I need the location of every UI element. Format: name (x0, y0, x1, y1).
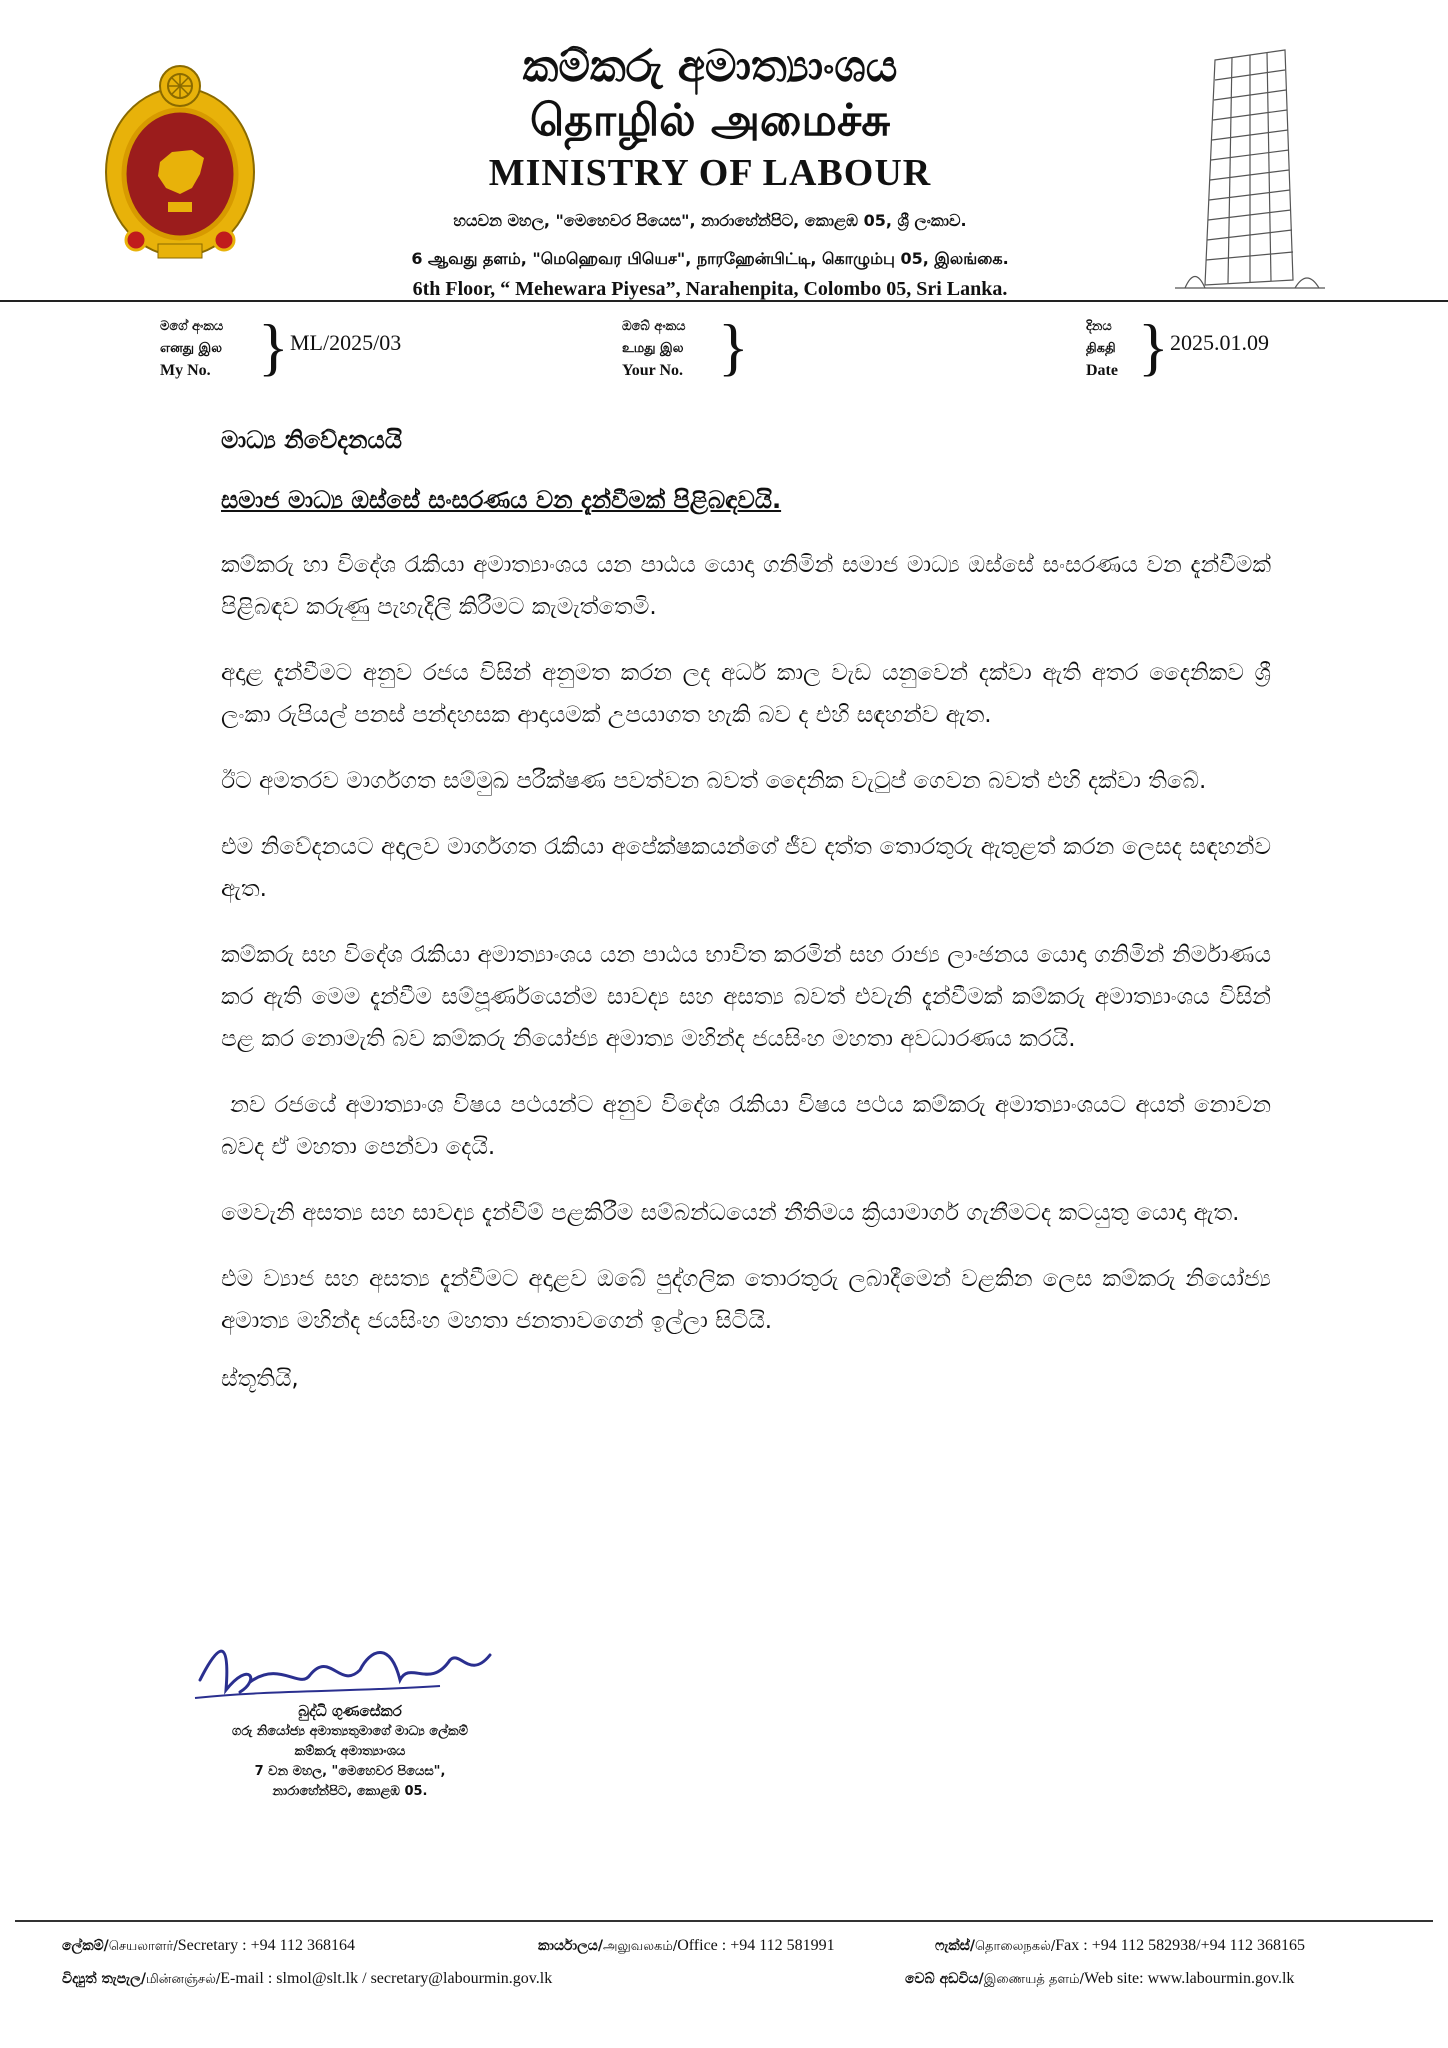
footer-office-label-si: කාර්යාලය/ (538, 1938, 603, 1954)
body-paragraph: ඊට අමතරව මාර්ගගත සම්මුඛ පරීක්ෂණ පවත්වන බවත් දෛනික වැටුප් ගෙවන බවත් එහි දක්වා තිබේ. (221, 768, 1207, 794)
footer-email (62, 1970, 552, 1988)
ref-date-labels (1086, 316, 1118, 382)
ref-date-label-ta: திகதி (1086, 341, 1116, 356)
ref-your-number-label-si: ඔබේ අංකය (622, 319, 686, 334)
footer-secretary-label-si: ලේකම්/ (62, 1938, 109, 1954)
ref-your-number-labels (622, 316, 686, 382)
footer-fax-label-si: ෆැක්ස්/ (935, 1938, 975, 1954)
footer-email-addresses[interactable]: slmol@slt.lk / secretary@labourmin.gov.lk (276, 1970, 553, 1987)
brace-icon: } (718, 311, 749, 382)
footer-website-link[interactable]: www.labourmin.gov.lk (1147, 1970, 1295, 1987)
ref-your-number (622, 311, 822, 384)
address-english: 6th Floor, “ Mehewara Piyesa”, Narahenpita, Colombo 05, Sri Lanka. (412, 278, 1008, 300)
ref-my-number (160, 311, 460, 384)
footer-office (538, 1937, 835, 1955)
footer-fax-label-en: Fax : (1055, 1937, 1092, 1954)
address-tamil: 6 ஆவது தளம், "மெஹெவர பியெச", நாரஹேன்பிட்டி, கொழும்பு 05, இலங்கை. (411, 249, 1009, 268)
handwritten-signature (190, 1620, 520, 1710)
ref-my-number-labels (160, 316, 223, 382)
closing-remark: ස්තූතියි, (221, 1366, 299, 1392)
footer-web-label-si: වෙබ් අඩවිය/ (905, 1971, 984, 1987)
footer-fax (935, 1937, 1305, 1955)
footer-office-label-ta: அலுவலகம்/ (602, 1939, 678, 1954)
footer-office-phone: +94 112 581991 (730, 1937, 835, 1954)
brace-icon: } (1138, 311, 1169, 382)
ministry-title-english: MINISTRY OF LABOUR (488, 152, 932, 194)
document-heading: මාධ්‍ය නිවේදනයයි (221, 426, 402, 454)
body-paragraph: එම නිවේදනයට අදාලව මාර්ගගත රැකියා අපේක්ෂකයන්ගේ ජීව දත්ත තොරතුරු ඇතුළත් කරන ලෙසද සඳහන්ව ඇත. (221, 834, 1271, 902)
stamp-line: නාරාහේන්පිට, කොළඹ 05. (272, 1784, 428, 1799)
footer-secretary (62, 1937, 355, 1955)
footer-office-label-en: Office : (677, 1937, 731, 1954)
sri-lanka-emblem-icon (100, 62, 260, 272)
stamp-line: කම්කරු අමාත්‍යාංශය (294, 1744, 406, 1759)
brace-icon: } (258, 311, 289, 382)
ref-my-number-label-si: මගේ අංකය (160, 319, 224, 334)
body-paragraph: අදාළ දැන්වීමට අනුව රජය විසින් අනුමත කරන ලද අර්ධ කාල වැඩ යනුවෙන් දක්වා ඇති අතර දෛනිකව ශ්‍රී ලංකා රුපියල් පනස් පන්දහසක ආදායමක් උපයාගත හැකි බව ද එහි සඳහන්ව ඇත. (221, 660, 1271, 728)
ref-date (1086, 311, 1336, 384)
ministry-title-tamil: தொழில் அமைச்சு (529, 95, 891, 146)
footer-email-label-en: E-mail : (220, 1970, 277, 1987)
stamp-line: බුද්ධි ගුණසේකර (298, 1702, 402, 1720)
footer-email-label-si: විද්‍යුත් තැපැල/ (62, 1971, 146, 1987)
body-paragraph: එම ව්‍යාජ සහ අසත්‍ය දැන්වීමට අදාළව ඔබේ පුද්ගලික තොරතුරු ලබාදීමෙන් වළකින ලෙස කම්කරු නියෝජ්‍ය අමාත්‍ය මහින්ද ජයසිංහ මහතා ජනතාවගෙන් ඉල්ලා සිටියි. (221, 1266, 1271, 1334)
ref-my-number-label-ta: எனது இல (160, 341, 222, 356)
letterhead-divider (0, 300, 1448, 302)
footer-web-label-en: Web site: (1084, 1970, 1148, 1987)
signature-stamp (180, 1700, 520, 1802)
footer-fax-label-ta: தொலைநகல்/ (974, 1939, 1056, 1954)
ministry-title-sinhala: කම්කරු අමාත්‍යාංශය (522, 41, 898, 92)
stamp-line: ගරු නියෝජ්‍ය අමාත්‍යතුමාගේ මාධ්‍ය ලේකම් (232, 1724, 468, 1739)
body-paragraph: නව රජයේ අමාත්‍යාංශ විෂය පථයන්ට අනුව විදේශ රැකියා විෂය පථය කම්කරු අමාත්‍යාංශයට අයත් නොවන බවද ඒ මහතා පෙන්වා දෙයි. (221, 1092, 1279, 1160)
footer-divider (15, 1920, 1433, 1922)
ref-your-number-label-ta: உமது இல (622, 341, 684, 356)
footer-secretary-label-ta: செயலாளர்/ (108, 1939, 178, 1954)
body-paragraph: කම්කරු හා විදේශ රැකියා අමාත්‍යාංශය යන පාඨය යොදා ගනිමින් සමාජ මාධ්‍ය ඔස්සේ සංසරණය වන දැන්වීමක් පිළිබඳව කරුණු පැහැදිලි කිරීමට කැමැත්තෙමි. (221, 552, 1271, 620)
letterhead-title-block (330, 40, 1090, 304)
ref-my-number-label-en: My No. (160, 362, 211, 379)
body-paragraph: මෙවැනි අසත්‍ය සහ සාවද්‍ය දැන්වීම් පළකිරීම සම්බන්ධයෙන් නීතිමය ක්‍රියාමාර්ග ගැනීමටද කටයුතු යොදා ඇත. (221, 1200, 1240, 1226)
stamp-line: 7 වන මහල, "මෙහෙවර පියෙස", (254, 1764, 446, 1779)
footer-email-label-ta: மின்னஞ்சல்/ (145, 1972, 221, 1987)
ref-date-label-si: දිනය (1086, 319, 1112, 334)
address-sinhala: හයවන මහල, "මෙහෙවර පියෙස", නාරාහේන්පිට, කොළඹ 05, ශ්‍රී ලංකාව. (453, 211, 967, 230)
footer-secretary-phone: +94 112 368164 (250, 1937, 356, 1954)
footer-website (905, 1970, 1294, 1988)
ref-date-value: 2025.01.09 (1170, 330, 1269, 355)
ministry-building-icon (1175, 40, 1325, 295)
footer-web-label-ta: இணையத் தளம்/ (983, 1972, 1085, 1987)
document-subject: සමාජ මාධ්‍ය ඔස්සේ සංසරණය වන දැන්වීමක් පිළිබඳවයි. (221, 486, 782, 514)
ref-your-number-label-en: Your No. (622, 362, 684, 379)
footer-fax-numbers: +94 112 582938/+94 112 368165 (1091, 1937, 1306, 1954)
ref-date-label-en: Date (1086, 362, 1118, 379)
press-release-body (221, 426, 1279, 1392)
footer-secretary-label-en: Secretary : (177, 1937, 251, 1954)
body-paragraph: කම්කරු සහ විදේශ රැකියා අමාත්‍යාංශය යන පාඨය භාවිත කරමින් සහ රාජ්‍ය ලාංඡනය යොදා ගනිමින් නිර්මාණය කර ඇති මෙම දැන්වීම සම්පූර්ණයෙන්ම සාවද්‍ය සහ අසත්‍ය බවත් එවැනි දැන්වීමක් කම්කරු අමාත්‍යාංශය විසින් පළ කර නොමැති බව කම්කරු නියෝජ්‍ය අමාත්‍ය මහින්ද ජයසිංහ මහතා අවධාරණය කරයි. (221, 942, 1271, 1052)
ref-my-number-value: ML/2025/03 (290, 330, 402, 355)
